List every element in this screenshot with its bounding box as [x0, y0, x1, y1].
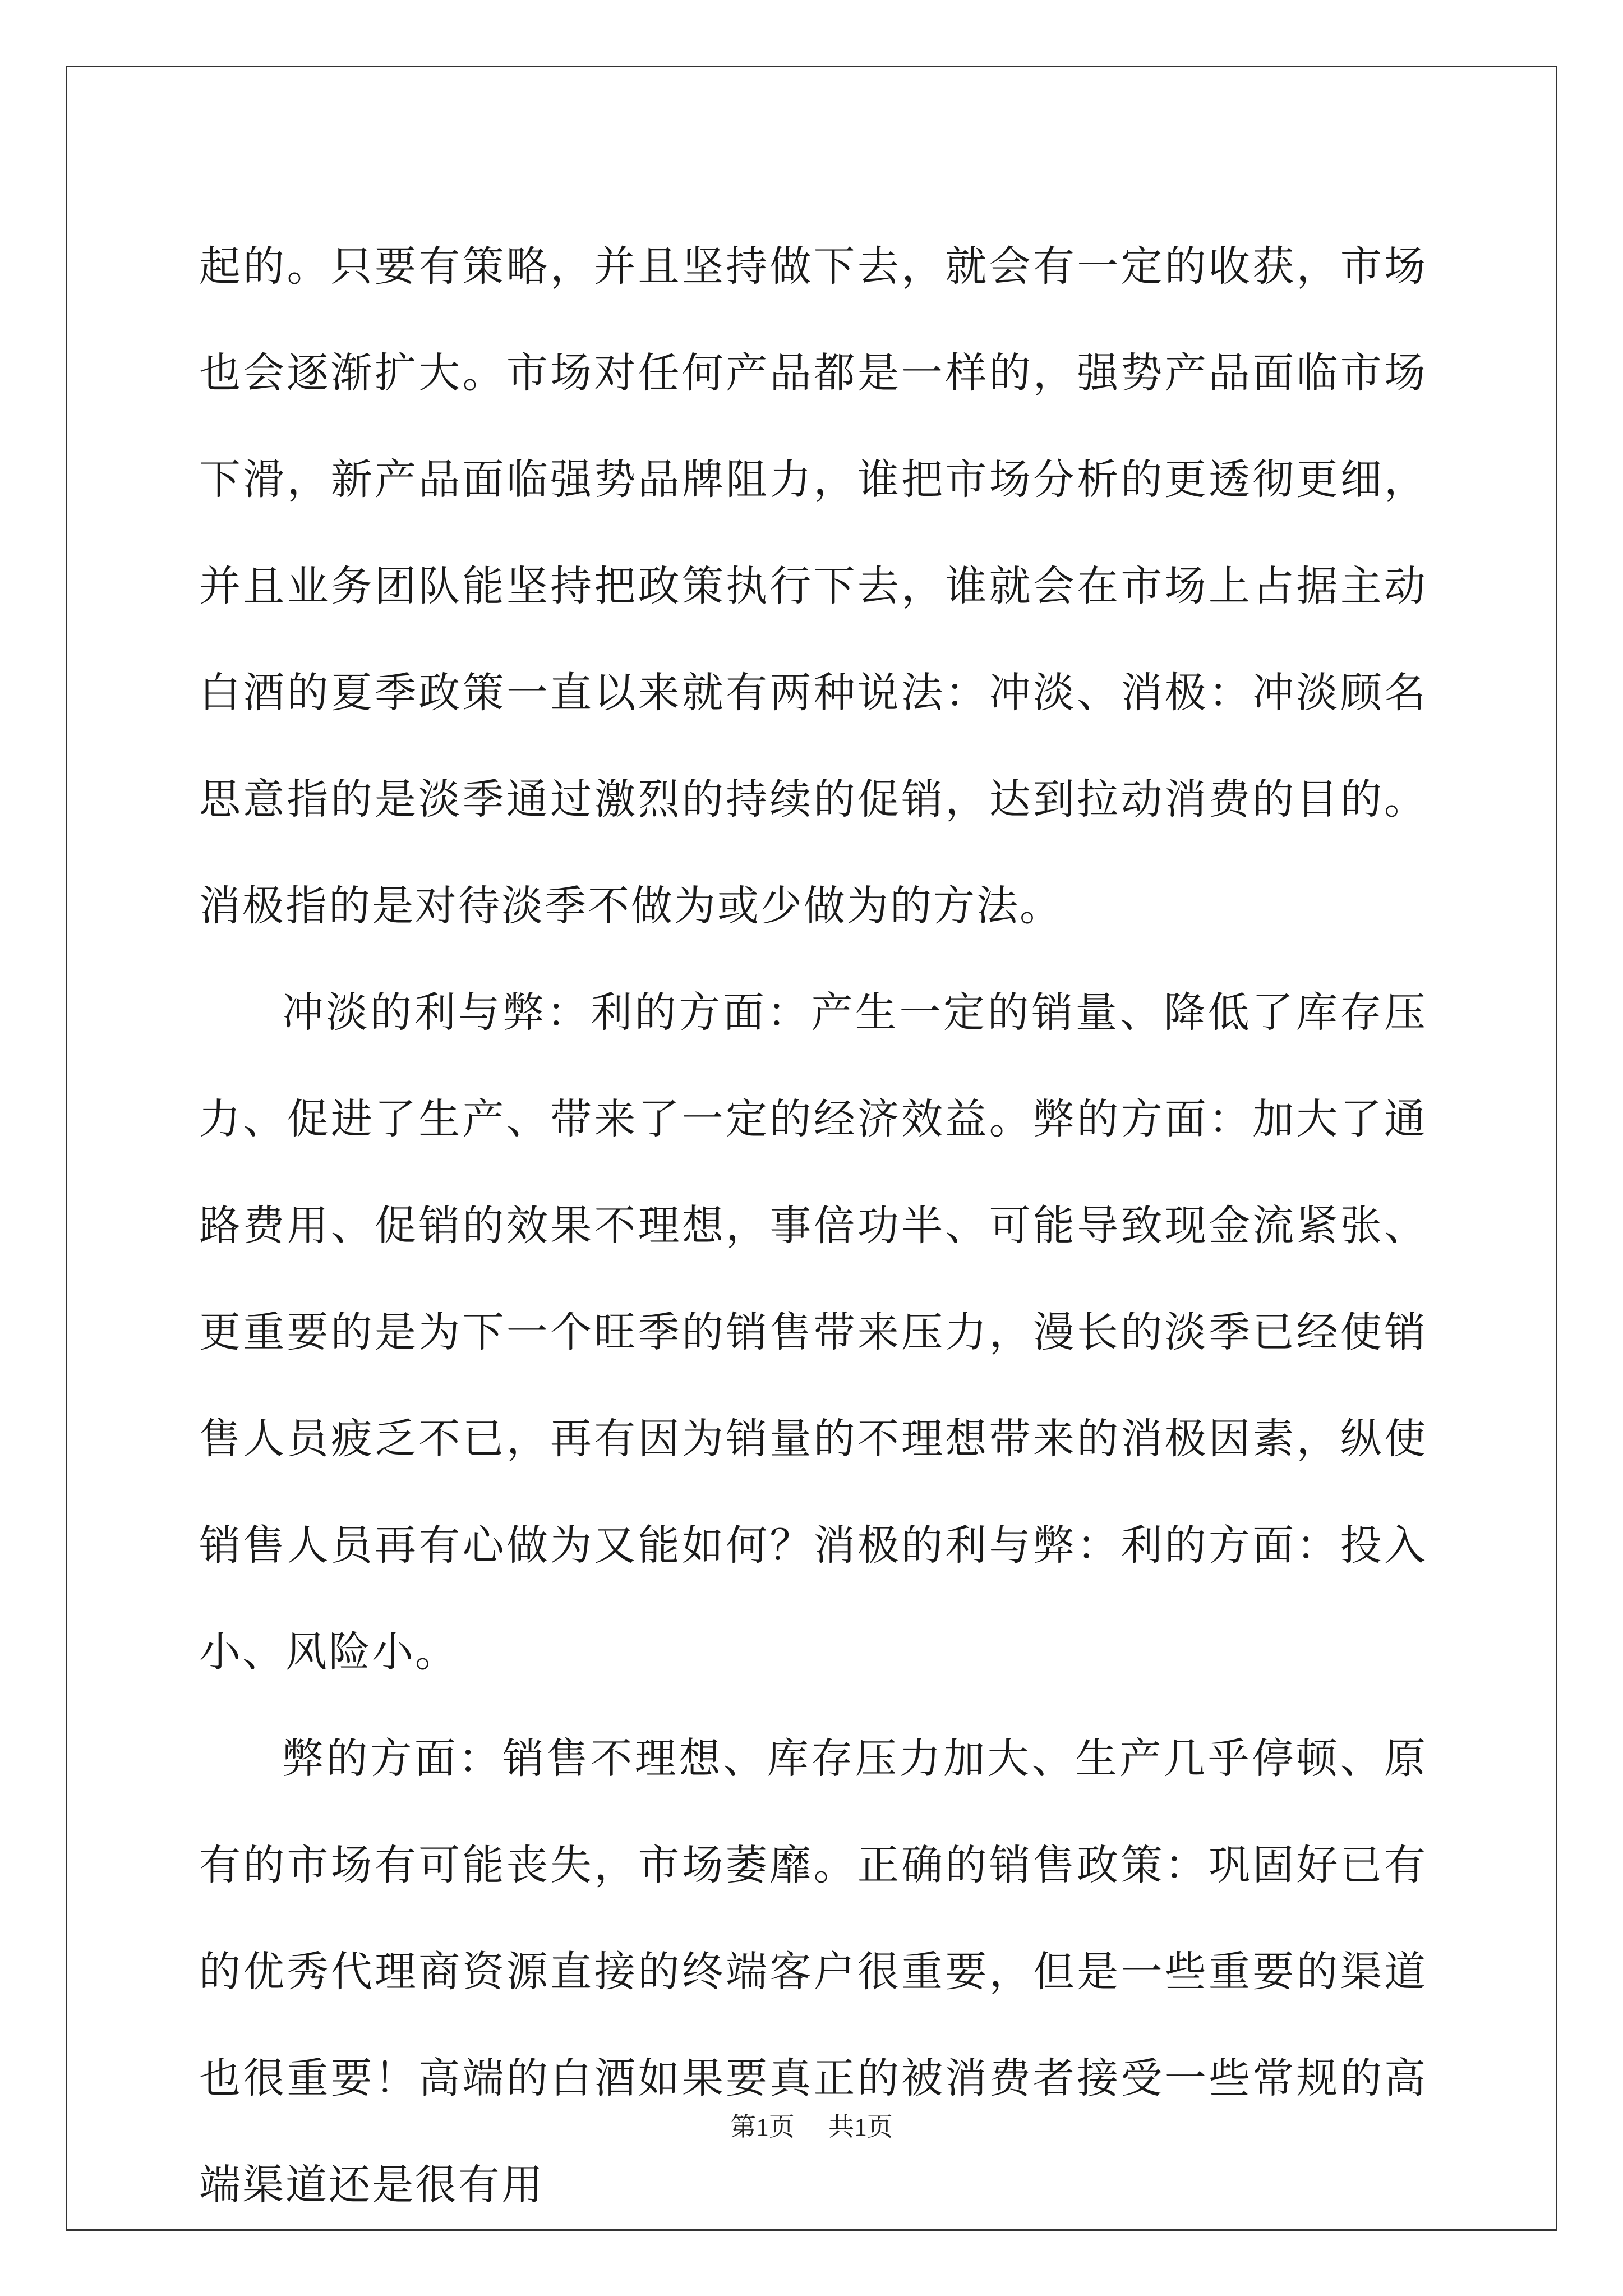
document-body [199, 213, 1427, 2238]
page-number: 第1页 [730, 2113, 795, 2141]
page-footer [0, 2110, 1623, 2144]
paragraph-2: 冲淡的利与弊：利的方面：产生一定的销量、降低了库存压力、促进了生产、带来了一定的经济效益。弊的方面：加大了通路费用、促销的效果不理想，事倍功半、可能导致现金流紧张、更重要的是为下一个旺季的销售带来压力，漫长的淡季已经使销售人员疲乏不已，再有因为销量的不理想带来的消极因素，纵使销售人员再有心做为又能如何？消极的利与弊：利的方面：投入小、风险小。 [199, 988, 1427, 1676]
paragraph-3: 弊的方面：销售不理想、库存压力加大、生产几乎停顿、原有的市场有可能丧失，市场萎靡。正确的销售政策：巩固好已有的优秀代理商资源直接的终端客户很重要，但是一些重要的渠道也很重要！高端的白酒如果要真正的被消费者接受一些常规的高端渠道还是很有用 [199, 1734, 1427, 2209]
paragraph-1: 起的。只要有策略，并且坚持做下去，就会有一定的收获，市场也会逐渐扩大。市场对任何产品都是一样的，强势产品面临市场下滑，新产品面临强势品牌阻力，谁把市场分析的更透彻更细，并且业务团队能坚持把政策执行下去，谁就会在市场上占据主动白酒的夏季政策一直以来就有两种说法：冲淡、消极：冲淡顾名思意指的是淡季通过激烈的持续的促销，达到拉动消费的目的。消极指的是对待淡季不做为或少做为的方法。 [199, 242, 1427, 930]
page-total: 共1页 [828, 2113, 893, 2141]
